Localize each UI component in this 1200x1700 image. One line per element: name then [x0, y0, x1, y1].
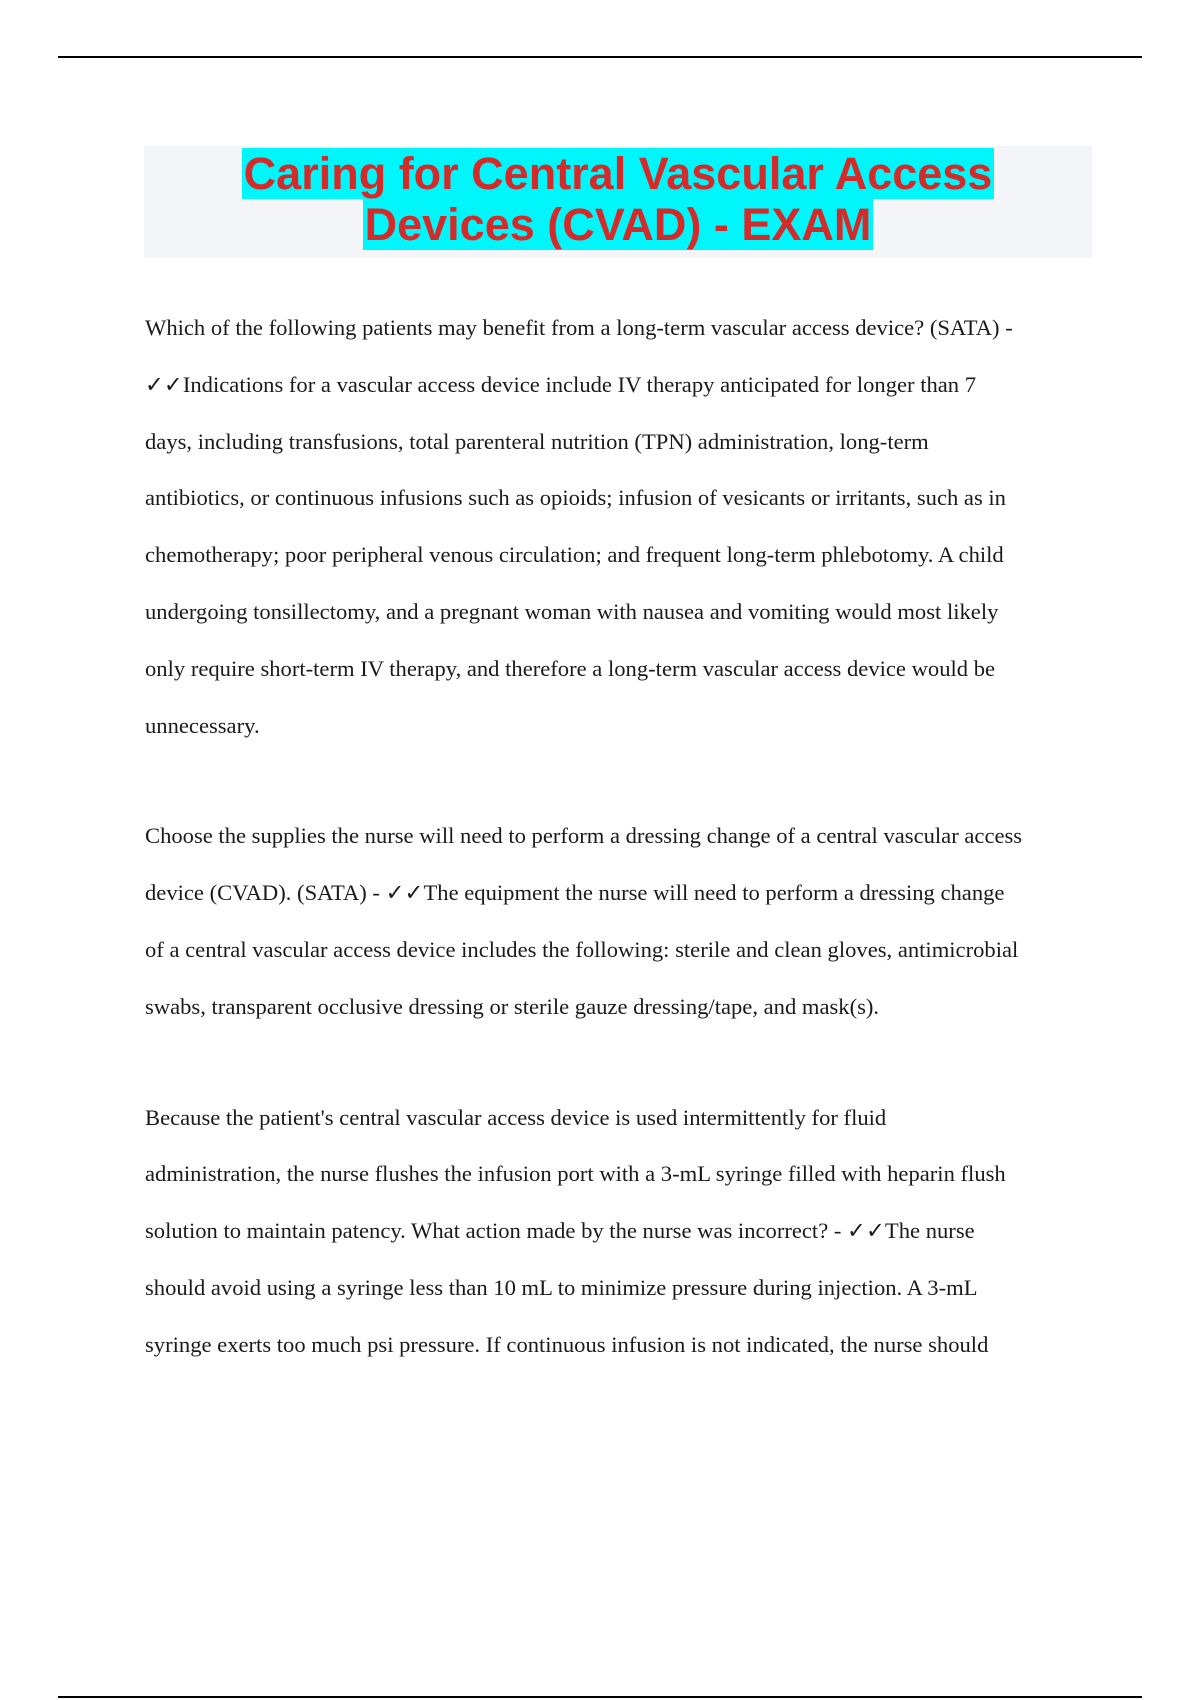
top-rule [58, 56, 1142, 58]
text-line: swabs, transparent occlusive dressing or sterile gauze dressing/tape, and mask(s). [145, 993, 880, 1019]
text-line: chemotherapy; poor peripheral venous circulation; and frequent long-term phlebotomy. A child [145, 542, 1004, 568]
qa-item-3 [145, 1090, 1095, 1374]
text-line: administration, the nurse flushes the infusion port with a 3-mL syringe filled with heparin flush [145, 1161, 1006, 1187]
text-line: Which of the following patients may benefit from a long-term vascular access device? (SATA) - [145, 315, 1013, 340]
text-line: unnecessary. [145, 712, 260, 738]
text-line: device (CVAD). (SATA) - ✓✓The equipment the nurse will need to perform a dressing change [145, 880, 1005, 906]
title-line-2: Devices (CVAD) - EXAM [364, 199, 872, 250]
document-body [145, 300, 1095, 1428]
text-line: should avoid using a syringe less than 10 mL to minimize pressure during injection. A 3-mL [145, 1274, 978, 1300]
text-line: syringe exerts too much psi pressure. If continuous infusion is not indicated, the nurse should [145, 1331, 989, 1357]
bottom-rule [58, 1696, 1142, 1698]
title-banner [144, 146, 1092, 258]
qa-item-2 [145, 808, 1095, 1035]
text-line: ✓✓Indications for a vascular access device include IV therapy anticipated for longer than 7 [145, 371, 977, 397]
text-line: Because the patient's central vascular access device is used intermittently for fluid [145, 1104, 887, 1130]
text-line: days, including transfusions, total parenteral nutrition (TPN) administration, long-term [145, 428, 929, 454]
title-line-1: Caring for Central Vascular Access [243, 148, 993, 199]
text-line: solution to maintain patency. What action made by the nurse was incorrect? - ✓✓The nurse [145, 1218, 975, 1244]
text-line: Choose the supplies the nurse will need to perform a dressing change of a central vascular access [145, 823, 1023, 849]
text-line: undergoing tonsillectomy, and a pregnant woman with nausea and vomiting would most likely [145, 598, 999, 624]
qa-item-1 [145, 300, 1095, 754]
text-line: only require short-term IV therapy, and therefore a long-term vascular access device would be [145, 655, 996, 681]
text-line: antibiotics, or continuous infusions such as opioids; infusion of vesicants or irritants, such as in [145, 485, 1006, 511]
text-line: of a central vascular access device includes the following: sterile and clean gloves, antimicrobial [145, 936, 1019, 962]
